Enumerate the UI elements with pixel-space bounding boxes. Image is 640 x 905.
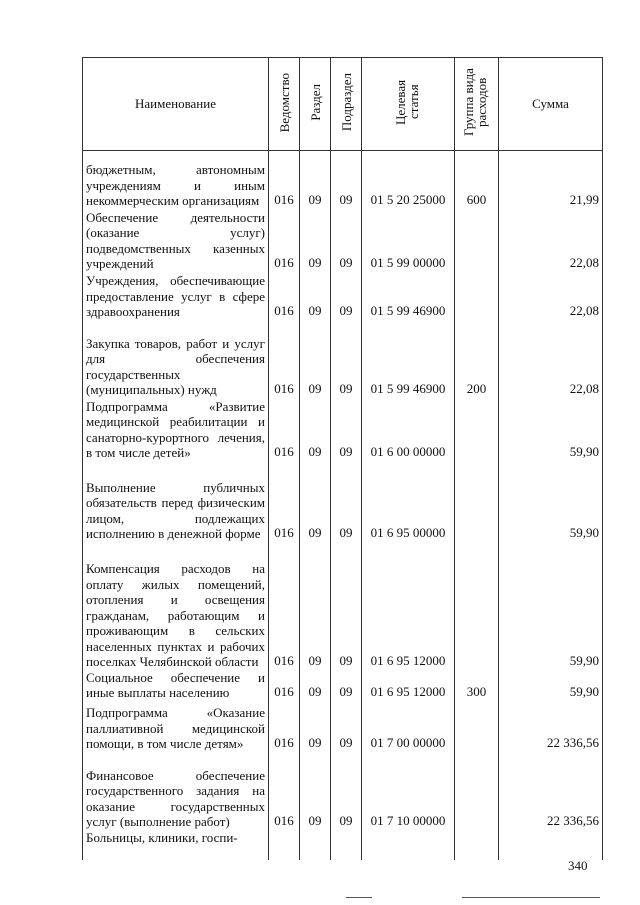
row-summa: 21,99 (499, 151, 603, 209)
row-ved: 016 (269, 752, 300, 830)
row-name: Больницы, клиники, госпи- (83, 830, 269, 860)
table-row (83, 272, 603, 320)
table-row (83, 542, 603, 670)
row-gruppa (455, 398, 499, 461)
row-summa: 59,90 (499, 461, 603, 542)
row-ved: 016 (269, 670, 300, 701)
row-podrazdel (331, 830, 362, 860)
header-razdel: Раздел (300, 58, 331, 151)
row-gruppa (455, 542, 499, 670)
header-podrazdel: Подраздел (331, 58, 362, 151)
header-name: Наименование (83, 58, 269, 151)
row-name: Подпрограмма «Развитие медицинской реабилитации и санаторно-курортного лечения, в том числе детей» (83, 398, 269, 461)
row-podrazdel: 09 (331, 398, 362, 461)
row-name: Финансовое обеспечение государственного задания на оказание государственных услуг (выполнение работ) (83, 752, 269, 830)
table-row (83, 320, 603, 398)
footer-mark (462, 897, 600, 898)
row-summa (499, 830, 603, 860)
row-gruppa (455, 272, 499, 320)
row-podrazdel: 09 (331, 209, 362, 272)
row-ved: 016 (269, 461, 300, 542)
row-celevaya: 01 5 20 25000 (362, 151, 455, 209)
row-name: Подпрограмма «Оказание паллиативной медицинской помощи, в том числе детям» (83, 701, 269, 752)
footer-mark (346, 897, 372, 898)
row-celevaya: 01 7 00 00000 (362, 701, 455, 752)
row-name: Социальное обеспечение и иные выплаты населению (83, 670, 269, 701)
row-summa: 59,90 (499, 542, 603, 670)
row-ved: 016 (269, 209, 300, 272)
row-ved: 016 (269, 701, 300, 752)
row-name: Закупка товаров, работ и услуг для обеспечения государственных (муниципальных) нужд (83, 320, 269, 398)
header-ved: Ведомство (269, 58, 300, 151)
row-gruppa (455, 209, 499, 272)
table-row (83, 752, 603, 830)
row-razdel: 09 (300, 151, 331, 209)
row-podrazdel: 09 (331, 272, 362, 320)
header-celevaya: Целевая статья (362, 58, 455, 151)
row-ved: 016 (269, 151, 300, 209)
row-celevaya: 01 5 99 46900 (362, 320, 455, 398)
row-gruppa (455, 461, 499, 542)
row-podrazdel: 09 (331, 701, 362, 752)
table-row (83, 398, 603, 461)
row-summa: 22,08 (499, 320, 603, 398)
row-celevaya: 01 6 95 00000 (362, 461, 455, 542)
row-gruppa (455, 701, 499, 752)
table-row (83, 701, 603, 752)
row-ved: 016 (269, 542, 300, 670)
row-podrazdel: 09 (331, 320, 362, 398)
row-razdel: 09 (300, 752, 331, 830)
header-summa: Сумма (499, 58, 603, 151)
row-celevaya: 01 5 99 00000 (362, 209, 455, 272)
budget-table (82, 57, 603, 860)
row-gruppa: 600 (455, 151, 499, 209)
row-celevaya: 01 6 00 00000 (362, 398, 455, 461)
table-row (83, 209, 603, 272)
table-row (83, 670, 603, 701)
row-summa: 22,08 (499, 272, 603, 320)
row-name: бюджетным, автономным учреждениям и иным некоммерческим организациям (83, 151, 269, 209)
row-celevaya: 01 7 10 00000 (362, 752, 455, 830)
row-celevaya: 01 6 95 12000 (362, 670, 455, 701)
row-ved (269, 830, 300, 860)
row-ved: 016 (269, 320, 300, 398)
row-celevaya: 01 6 95 12000 (362, 542, 455, 670)
row-ved: 016 (269, 272, 300, 320)
row-razdel: 09 (300, 542, 331, 670)
row-razdel: 09 (300, 209, 331, 272)
row-gruppa: 300 (455, 670, 499, 701)
row-podrazdel: 09 (331, 542, 362, 670)
row-gruppa: 200 (455, 320, 499, 398)
row-name: Компенсация расходов на оплату жилых помещений, отопления и освещения гражданам, работающим и проживающим в сельских населенных пунктах и рабочих поселках Челябинской области (83, 542, 269, 670)
row-razdel: 09 (300, 398, 331, 461)
row-summa: 59,90 (499, 670, 603, 701)
row-razdel (300, 830, 331, 860)
row-gruppa (455, 830, 499, 860)
row-celevaya (362, 830, 455, 860)
row-name: Учреждения, обеспечивающие предоставление услуг в сфере здравоохранения (83, 272, 269, 320)
row-podrazdel: 09 (331, 752, 362, 830)
row-summa: 22 336,56 (499, 701, 603, 752)
row-razdel: 09 (300, 670, 331, 701)
table-header-row (83, 58, 603, 151)
row-podrazdel: 09 (331, 151, 362, 209)
row-podrazdel: 09 (331, 670, 362, 701)
row-razdel: 09 (300, 461, 331, 542)
table-row (83, 151, 603, 209)
header-gruppa: Группа вида расходов (455, 58, 499, 151)
row-gruppa (455, 752, 499, 830)
table-row (83, 461, 603, 542)
row-summa: 22 336,56 (499, 752, 603, 830)
row-razdel: 09 (300, 701, 331, 752)
row-razdel: 09 (300, 272, 331, 320)
page-number: 340 (568, 858, 588, 873)
row-summa: 22,08 (499, 209, 603, 272)
row-summa: 59,90 (499, 398, 603, 461)
row-razdel: 09 (300, 320, 331, 398)
row-name: Выполнение публичных обязательств перед физическим лицом, подлежащих исполнению в денежной форме (83, 461, 269, 542)
table-row (83, 830, 603, 860)
row-podrazdel: 09 (331, 461, 362, 542)
row-name: Обеспечение деятельности (оказание услуг) подведомственных казенных учреждений (83, 209, 269, 272)
row-ved: 016 (269, 398, 300, 461)
row-celevaya: 01 5 99 46900 (362, 272, 455, 320)
